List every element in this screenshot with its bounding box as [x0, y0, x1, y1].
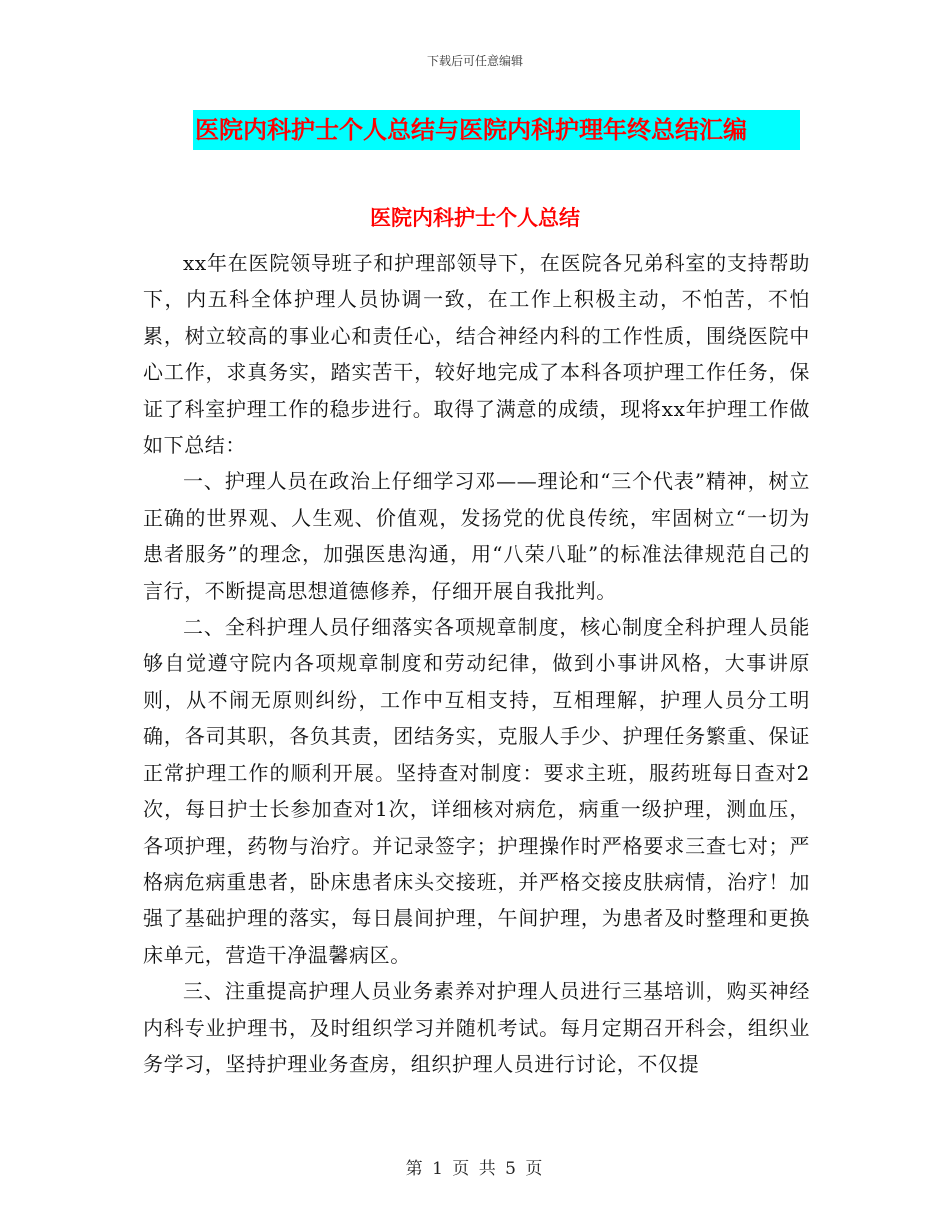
- body-paragraph-intro: xx年在医院领导班子和护理部领导下，在医院各兄弟科室的支持帮助下，内五科全体护理人员协调一致，在工作上积极主动，不怕苦，不怕累，树立较高的事业心和责任心，结合神经内科的工作性质，围绕医院中心工作，求真务实，踏实苦干，较好地完成了本科各项护理工作任务，保证了科室护理工作的稳步进行。取得了满意的成绩，现将xx年护理工作做如下总结：: [143, 251, 810, 458]
- document-title: 医院内科护士个人总结与医院内科护理年终总结汇编: [193, 110, 800, 150]
- page-header-note: 下载后可任意编辑: [426, 54, 523, 68]
- page-number-footer: 第 1 页 共 5 页: [405, 1159, 545, 1179]
- body-paragraph-regulations: 二、全科护理人员仔细落实各项规章制度，核心制度全科护理人员能够自觉遵守院内各项规章制度和劳动纪律，做到小事讲风格，大事讲原则，从不闹无原则纠纷，工作中互相支持，互相理解，护理人员分工明确，各司其职，各负其责，团结务实，克服人手少、护理任务繁重、保证正常护理工作的顺利开展。坚持查对制度：要求主班，服药班每日查对2次，每日护士长参加查对1次，详细核对病危，病重一级护理，测血压，各项护理，药物与治疗。并记录签字；护理操作时严格要求三查七对；严格病危病重患者，卧床患者床头交接班，并严格交接皮肤病情，治疗！加强了基础护理的落实，每日晨间护理，午间护理，为患者及时整理和更换床单元，营造干净温馨病区。: [143, 615, 810, 967]
- body-paragraph-training: 三、注重提高护理人员业务素养对护理人员进行三基培训，购买神经内科专业护理书，及时组织学习并随机考试。每月定期召开科会，组织业务学习，坚持护理业务查房，组织护理人员进行讨论，不仅提: [143, 979, 810, 1076]
- body-paragraph-political-study: 一、护理人员在政治上仔细学习邓——理论和“三个代表”精神，树立正确的世界观、人生观、价值观，发扬党的优良传统，牢固树立“一切为患者服务”的理念，加强医患沟通，用“八荣八耻”的标准法律规范自己的言行，不断提高思想道德修养，仔细开展自我批判。: [143, 469, 810, 603]
- document-title-container: [193, 110, 800, 150]
- document-body: [143, 245, 810, 1082]
- section-title: 医院内科护士个人总结: [370, 205, 580, 230]
